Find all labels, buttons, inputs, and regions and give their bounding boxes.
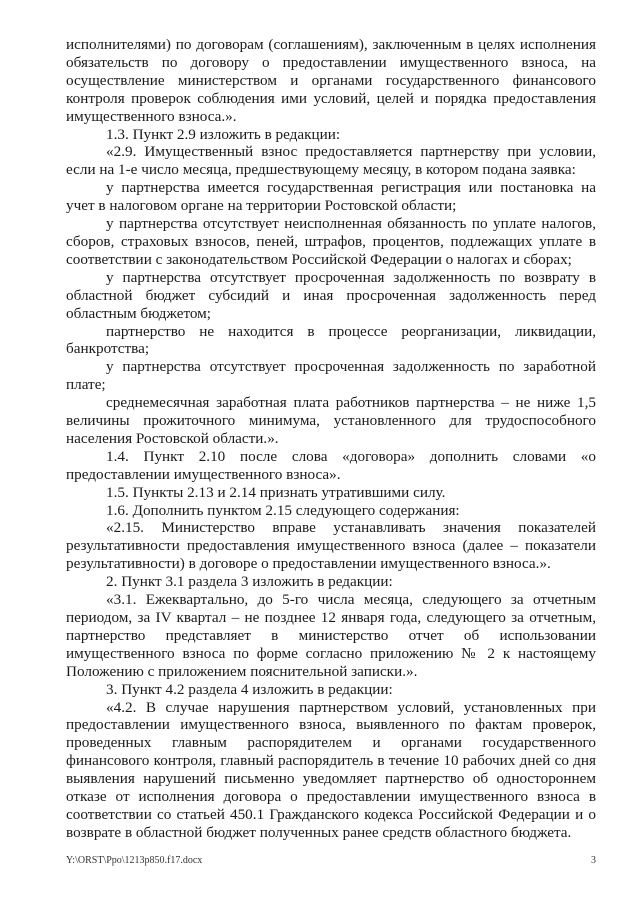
paragraph: у партнерства имеется государственная регистрация или постановка на учет в налоговом органе на территории Ростовской области; <box>66 179 596 215</box>
paragraph: 1.4. Пункт 2.10 после слова «договора» дополнить словами «о предоставлении имущественного взноса». <box>66 447 596 483</box>
paragraph: «3.1. Ежеквартально, до 5-го числа месяца, следующего за отчетным периодом, за IV квартал – не позднее 12 января года, следующего за отчетным, партнерство представляет в министерство отчет об использовании имущественного взноса по форме согласно приложению № 2 к настоящему Положению с приложением пояснительной записки.». <box>66 591 596 680</box>
file-path: Y:\ORST\Ppo\1213p850.f17.docx <box>66 855 203 866</box>
paragraph: среднемесячная заработная плата работников партнерства – не ниже 1,5 величины прожиточного минимума, установленного для трудоспособного населения Ростовской области.». <box>66 394 596 447</box>
paragraph: «2.9. Имущественный взнос предоставляется партнерству при условии, если на 1-е число месяца, предшествующему месяцу, в котором подана заявка: <box>66 143 596 179</box>
paragraph: 2. Пункт 3.1 раздела 3 изложить в редакции: <box>106 573 393 591</box>
paragraph: исполнителями) по договорам (соглашениям), заключенным в целях исполнения обязательств по договору о предоставлении имущественного взноса, на осуществление министерством и органами государственного финансового контроля проверок соблюдения ими условий, целей и порядка предоставления имущественного взноса.». <box>66 36 596 125</box>
paragraph: у партнерства отсутствует неисполненная обязанность по уплате налогов, сборов, страховых взносов, пеней, штрафов, процентов, подлежащих уплате в соответствии с законодательством Российской Федерации о налогах и сборах; <box>66 215 596 268</box>
document-body <box>66 36 596 842</box>
paragraph: у партнерства отсутствует просроченная задолженность по заработной плате; <box>66 358 596 394</box>
paragraph: у партнерства отсутствует просроченная задолженность по возврату в областной бюджет субсидий и иная просроченная задолженность перед областным бюджетом; <box>66 268 596 322</box>
paragraph: «4.2. В случае нарушения партнерством условий, установленных при предоставлении имущественного взноса, выявленного по фактам проверок, проведенных главным распорядителем и органами государственного финансового контроля, главный распорядитель в течение 10 рабочих дней со дня выявления нарушений письменно уведомляет партнерство об одностороннем отказе от исполнения договора о предоставлении имущественного взноса в соответствии со статьей 450.1 Гражданского кодекса Российской Федерации и о возврате в областной бюджет полученных ранее средств областного бюджета. <box>66 698 596 841</box>
paragraph: 1.5. Пункты 2.13 и 2.14 признать утратившими силу. <box>106 483 446 501</box>
paragraph: «2.15. Министерство вправе устанавливать значения показателей результативности предоставления имущественного взноса (далее – показатели результативности) в договоре о предоставлении имущественного взноса.». <box>66 519 596 573</box>
paragraph: 1.6. Дополнить пунктом 2.15 следующего содержания: <box>106 501 460 519</box>
paragraph: 1.3. Пункт 2.9 изложить в редакции: <box>106 125 341 143</box>
page-number: 3 <box>591 855 596 866</box>
paragraph: партнерство не находится в процессе реорганизации, ликвидации, банкротства; <box>66 322 596 358</box>
paragraph: 3. Пункт 4.2 раздела 4 изложить в редакции: <box>106 680 393 698</box>
